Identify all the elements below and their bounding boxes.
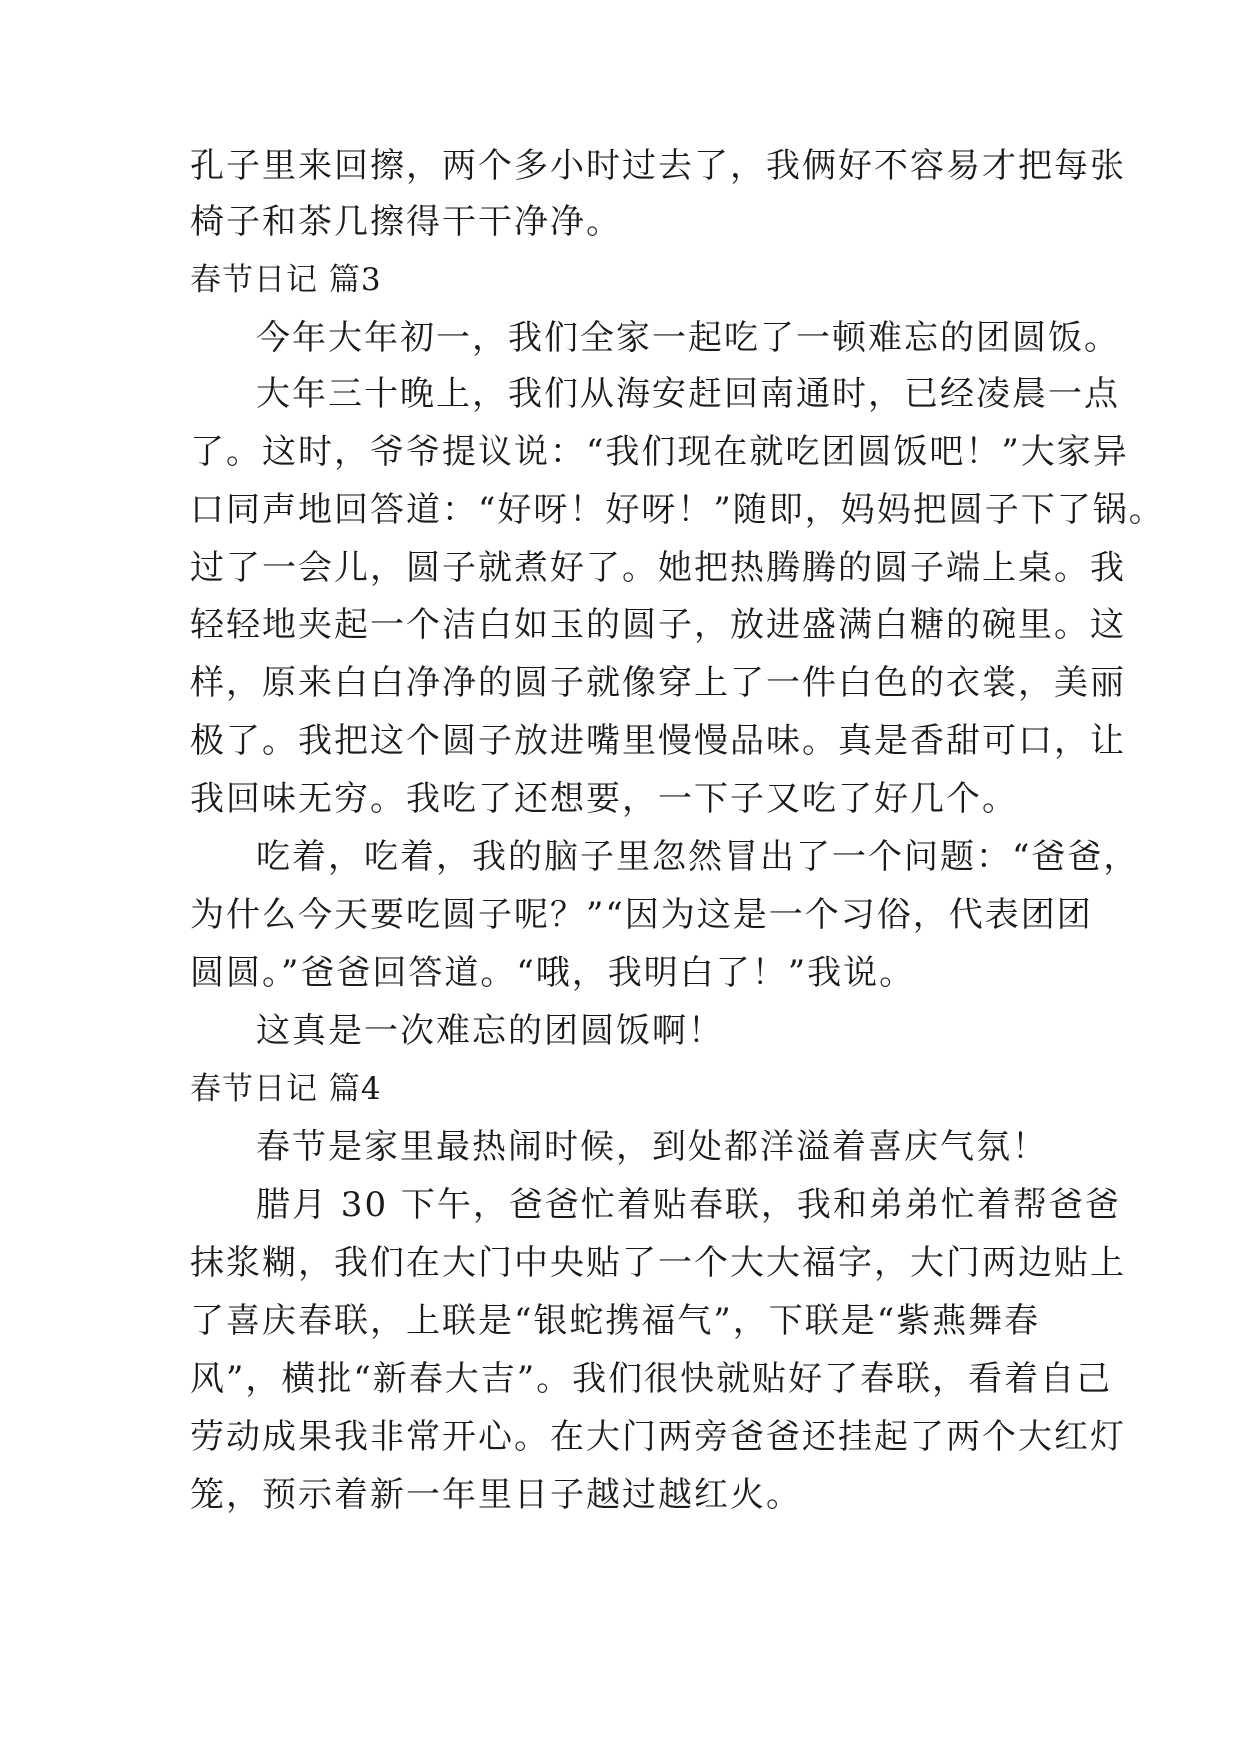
text-line: 口同声地回答道：“好呀！好呀！”随即，妈妈把圆子下了锅。: [190, 490, 1165, 530]
text-line: 孔子里来回擦，两个多小时过去了，我俩好不容易才把每张: [190, 146, 1126, 186]
text-line: 劳动成果我非常开心。在大门两旁爸爸还挂起了两个大红灯: [190, 1417, 1126, 1457]
text-line: 抹浆糊，我们在大门中央贴了一个大大福字，大门两边贴上: [190, 1243, 1126, 1283]
text-line: 笼，预示着新一年里日子越过越红火。: [190, 1475, 802, 1515]
paragraph-first-line: 吃着，吃着，我的脑子里忽然冒出了一个问题：“爸爸，: [256, 837, 1140, 877]
text-line: 了。这时，爷爷提议说：“我们现在就吃团圆饭吧！”大家异: [190, 432, 1129, 472]
text-line: 样，原来白白净净的圆子就像穿上了一件白色的衣裳，美丽: [190, 663, 1126, 703]
text-line: 圆圆。”爸爸回答道。“哦，我明白了！”我说。: [190, 953, 916, 993]
paragraph-first-line: 春节是家里最热闹时候，到处都洋溢着喜庆气氛！: [256, 1127, 1048, 1167]
section-heading: 春节日记 篇3: [190, 262, 382, 298]
text-line: 为什么今天要吃圆子呢？”“因为这是一个习俗，代表团团: [190, 895, 1093, 935]
paragraph-first-line: 今年大年初一，我们全家一起吃了一顿难忘的团圆饭。: [256, 318, 1120, 358]
text-line: 风”，横批“新春大吉”。我们很快就贴好了春联，看着自己: [190, 1359, 1113, 1399]
section-heading: 春节日记 篇4: [190, 1071, 382, 1107]
paragraph-first-line: 腊月 30 下午，爸爸忙着贴春联，我和弟弟忙着帮爸爸: [256, 1185, 1121, 1225]
text-line: 椅子和茶几擦得干干净净。: [190, 202, 622, 242]
text-line: 了喜庆春联，上联是“银蛇携福气”，下联是“紫燕舞春: [190, 1301, 1041, 1341]
paragraph-first-line: 大年三十晚上，我们从海安赶回南通时，已经凌晨一点: [256, 374, 1120, 414]
text-line: 极了。我把这个圆子放进嘴里慢慢品味。真是香甜可口，让: [190, 721, 1126, 761]
paragraph-first-line: 这真是一次难忘的团圆饭啊！: [256, 1011, 724, 1051]
text-line: 我回味无穷。我吃了还想要，一下子又吃了好几个。: [190, 779, 1018, 819]
text-line: 轻轻地夹起一个洁白如玉的圆子，放进盛满白糖的碗里。这: [190, 605, 1126, 645]
text-line: 过了一会儿，圆子就煮好了。她把热腾腾的圆子端上桌。我: [190, 548, 1126, 588]
